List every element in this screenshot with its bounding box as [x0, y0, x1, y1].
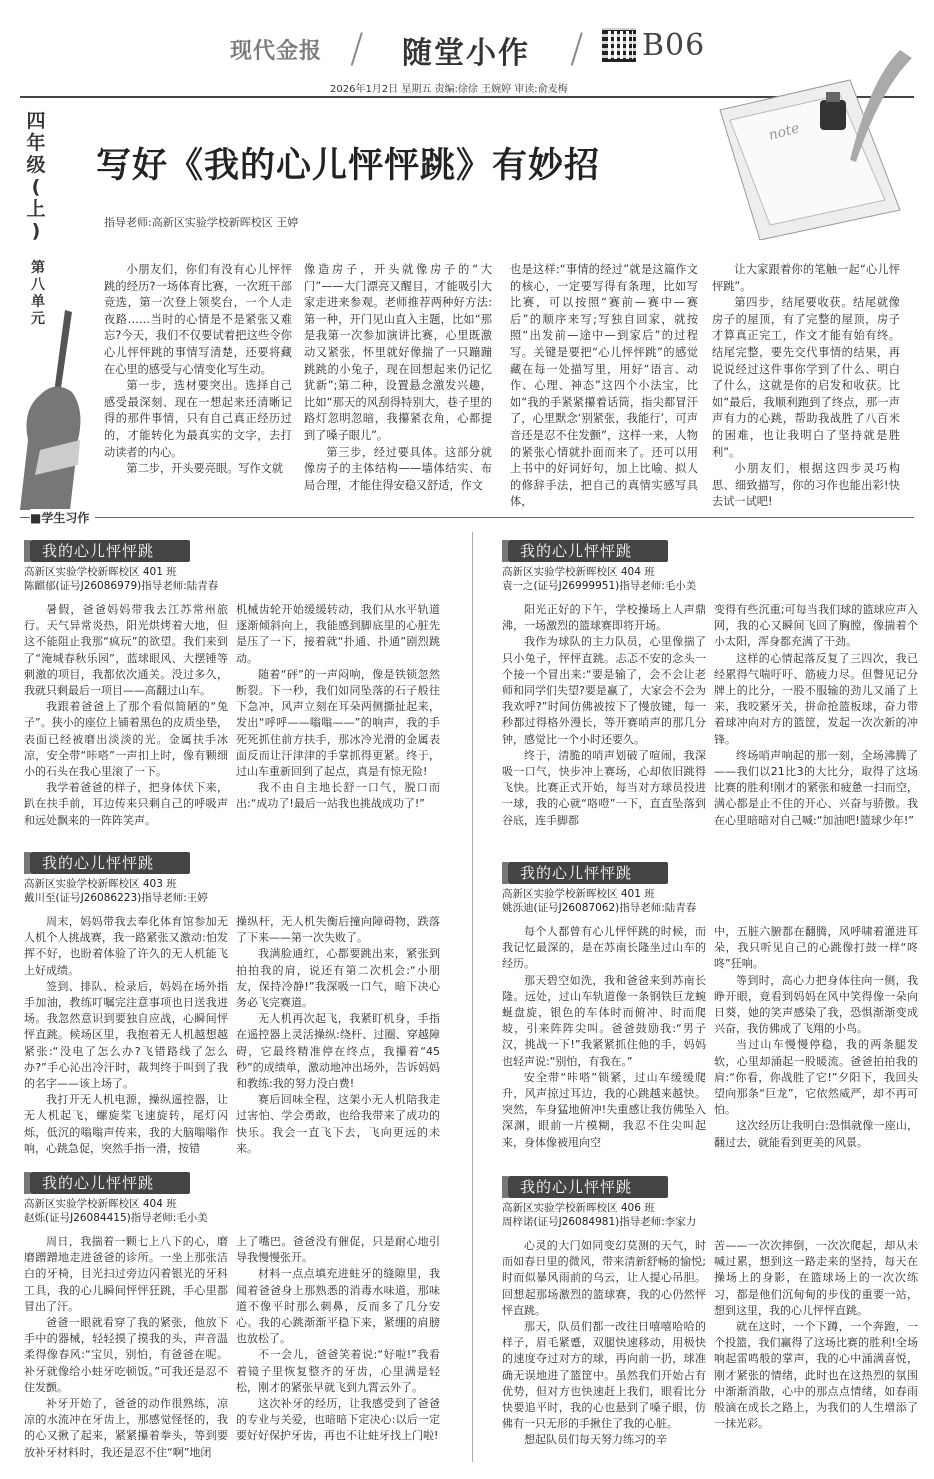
essay-school: 高新区实验学校新晖校区 403 班 [24, 878, 177, 890]
essay-column [236, 602, 440, 813]
paragraph: 那天碧空如洗，我和爸爸来到苏南长隆。远处，过山车轨道像一条钢铁巨龙蜿蜒盘旋，银色的车体时而俯冲、时而爬坡，引来阵阵尖叫。爸爸鼓励我:“男子汉，挑战一下!”我紧紧抓住他的手，妈妈也轻声说:“别怕，有我在。” [502, 973, 706, 1068]
paragraph: 周日，我揣着一颗七上八下的心，磨磨蹭蹭地走进爸爸的诊所。一坐上那张洁白的牙椅，目光扫过旁边闪着银光的牙科工具，我的心儿瞬间怦怦狂跳，手心里都冒出了汗。 [24, 1235, 228, 1313]
paragraph: 操纵杆，无人机失衡后撞向障碍物，跌落了下来——第一次失败了。 [236, 915, 440, 945]
paragraph: 终场哨声响起的那一刻，全场沸腾了——我们以21比3的大比分，取得了这场比赛的胜利!刚才的紧张和疲惫一扫而空，满心都是止不住的开心、兴奋与骄傲。我在心里暗暗对自己喊:“加油吧!篮球少年!” [714, 748, 918, 827]
paragraph: 材料一点点填充进蛀牙的缝隙里，我闻着爸爸身上那熟悉的消毒水味道，那味道不像平时那么刺鼻，反而多了几分安心。我的心跳渐渐平稳下来，紧绷的肩膀也放松了。 [236, 1267, 440, 1346]
essay-column [24, 602, 228, 829]
paragraph: 那天，队员们都一改往日嘻嘻哈哈的样子，眉毛紧蹙，双腿快速移动，用极快的速度夺过对方的球，再向前一扔，球准确无误地进了篮筐中。虽然我们开始占有优势，但对方也快速赶上我们，眼看比分快要追平时，我的心也悬到了嗓子眼，仿佛有一只无形的手揪住了我的心脏。 [502, 1320, 706, 1431]
essay-column [236, 914, 440, 1157]
paragraph: 第一步，选材要突出。选择自己感受最深刻、现在一想起来还清晰记得的那件事情，只有自己真正经历过的，才能转化为最真实的文字，去打动读者的内心。 [104, 379, 292, 459]
essay-title: 我的心儿怦怦跳 [30, 1172, 190, 1194]
section-rule [20, 517, 914, 518]
paragraph: 想起队员们每天努力练习的辛 [524, 1433, 667, 1447]
essay-column [714, 1238, 918, 1432]
page-number: B06 [642, 28, 706, 63]
paragraph: 这样的心情起落反复了三四次，我已经累得气喘吁吁、筋疲力尽。但瞥见记分牌上的比分，一股不服输的劲儿又涌了上来，我咬紧牙关，拼命抢篮板球，奋力带着球冲向对方的篮筐，发起一次次新的冲锋。 [714, 651, 918, 746]
paragraph: 上了嘴巴。爸爸没有催促，只是耐心地引导我慢慢张开。 [236, 1235, 440, 1265]
paragraph: 无人机再次起飞，我紧盯机身，手指在遥控器上灵活操纵:绕杆、过圈、穿越障碍，它最终精准停在终点，我攥着“45秒”的成绩单，激动地冲出场外，告诉妈妈和教练:我的努力没白费! [236, 1012, 440, 1091]
paragraph: 我学着爸爸的样子，把身体伏下来，趴在扶手前，耳边传来只剩自己的呼吸声和远处飘来的一阵阵笑声。 [24, 781, 228, 827]
section-label: ■学生习作 [30, 509, 95, 526]
paragraph: 小朋友们，根据这四步灵巧构思、细致描写，你的习作也能出彩!快去试一试吧! [712, 462, 900, 509]
paragraph: 终于，清脆的哨声划破了喧闹，我深吸一口气，快步冲上赛场，心却依旧跳得飞快。比赛正式开始，每当对方球员投进一球，我的心就“咯噔”一下，直直坠落到谷底，连手脚都 [502, 748, 706, 827]
paragraph: 不一会儿，爸爸笑着说:“好啦!”我看着镜子里恢复整齐的牙齿，心里满是轻松，刚才的紧张早就飞到九霄云外了。 [236, 1348, 440, 1394]
essay-title: 我的心儿怦怦跳 [508, 862, 668, 884]
essay-byline [502, 1201, 696, 1229]
essay-column [714, 602, 918, 829]
paragraph: 阳光正好的下午，学校操场上人声鼎沸，一场激烈的篮球赛即将开场。 [502, 603, 706, 633]
article-column-2 [304, 262, 492, 494]
essay-author: 戴川至(证号J26086223)指导老师:王婷 [24, 892, 208, 904]
essay-title: 我的心儿怦怦跳 [30, 852, 190, 874]
unit-label: 第 八 单 元 [31, 260, 45, 327]
essay-author: 陈麒郁(证号J26086979)指导老师:陆青春 [24, 580, 219, 592]
paragraph: 这次经历让我明白:恐惧就像一座山，翻过去，就能看到更美的风景。 [714, 1119, 918, 1149]
paragraph: 签到、排队、检录后，妈妈在场外指手加油，教练叮嘱完注意事项也日送我进场。我忽然意识到要独自应战，心瞬间怦怦直跳。候场区里，我抱着无人机越想越紧张:“没电了怎么办?飞错路线了怎么办?”手心沁出冷汗时，裁判终于叫到了我的名字——该上场了。 [24, 979, 228, 1091]
paragraph: 第四步，结尾要收获。结尾就像房子的屋顶，有了完整的屋顶，房子才算真正完工，作文才能有始有终。结尾完整，要先交代事情的结果，再说说经过这件事你学到了什么、明白了什么，这就是你的启发和收获。比如“最后，我顺利跑到了终点，那一声声有力的心跳，帮助我战胜了八百米的困难，也让我明白了坚持就是胜利”。 [712, 296, 900, 459]
paragraph: 我不由自主地长舒一口气，脱口而出:“成功了!最后一站我也挑战成功了!” [236, 781, 440, 811]
essay-byline [502, 887, 696, 915]
essay-title: 我的心儿怦怦跳 [508, 1176, 668, 1198]
paragraph: 我满脸通红，心都要跳出来，紧张到拍拍我的肩，说还有第二次机会:“小朋友，保持冷静!”我深吸一口气，暗下决心务必飞完赛道。 [236, 947, 440, 1010]
paragraph: 机械齿轮开始缓缓转动，我们从水平轨道逐渐倾斜向上，我能感到脚底里的心脏先是压了一下，接着就“扑通、扑通”剧烈跳动。 [236, 603, 440, 665]
paragraph: 周末，妈妈带我去奉化体育馆参加无人机个人挑战赛，我一路紧张又激动:怕发挥不好，也盼着体验了许久的无人机能飞上好成绩。 [24, 915, 228, 977]
essay-school: 高新区实验学校新晖校区 406 班 [502, 1202, 655, 1214]
svg-text:note: note [766, 120, 802, 144]
essay-author: 袁一之(证号J26999951)指导老师:毛小美 [502, 580, 697, 592]
paragraph: 也是这样:“事情的经过”就是这篇作文的核心，一定要写得有条理，比如写比赛，可以按照“赛前—赛中—赛后”的顺序来写;写独自回家，就按照“出发前—途中—到家后”的过程写。关键是要把“心儿怦怦跳”的感觉藏在每一处描写里，用好“语言、动作、心理、神态”这四个小法宝，比如“我的手紧紧攥着话筒，指尖都冒汗了，心里默念‘别紧张，我能行’，可声音还是忍不住发颤”，这样一来，人物的紧张心情就扑面而来了。还可以用上书中的好词好句，加上比喻、拟人的修辞手法，把自己的真情实感写具体， [510, 263, 698, 509]
essay-byline [502, 565, 696, 593]
paragraph: 我跟着爸爸上了那个看似简陋的“兔子”。狭小的座位上铺着黑色的皮质坐垫，表面已经被磨出淡淡的光。金属扶手冰凉，安全带“咔嗒”一声扣上时，像有颗细小的石头在我心里滚了一下。 [24, 700, 228, 779]
paragraph: 补牙开始了，爸爸的动作很熟练，凉凉的水流冲在牙齿上，那感觉怪怪的，我的心又揪了起来，紧紧攥着拳头，等到要放补牙材料时，我还是忍不住“啊”地闭 [24, 1397, 228, 1459]
notebook-illustration [700, 40, 920, 240]
article-column-3 [510, 262, 698, 511]
paragraph: 让大家跟着你的笔触一起“心儿怦怦跳”。 [712, 263, 900, 293]
column-divider [472, 532, 473, 1462]
essay-byline [24, 877, 208, 905]
paragraph: 变得有些沉重;可每当我们球的篮球应声入网，我的心又瞬间飞回了胸膛，像揣着个小太阳，浑身都充满了干劲。 [714, 603, 918, 649]
essay-byline [24, 1197, 208, 1225]
essay-school: 高新区实验学校新晖校区 404 班 [502, 566, 655, 578]
paragraph: 随着“砰”的一声闷响，像是铁锁忽然断裂。下一秒，我们如同坠落的石子般往下急冲，风声立刻在耳朵两侧撕扯起来，发出“呼呼——嗡嗡——”的响声，我的手死死抓住前方扶手，那冰冷光滑的金属表面反而让汗津津的手掌抓得更紧。终于，过山车重新回到了起点，真是有惊无险! [236, 667, 440, 779]
paragraph: 小朋友们，你们有没有心儿怦怦跳的经历?一场体育比赛，一次班干部竞选，第一次登上领奖台，一个人走夜路……当时的心情是不是紧张又难忘?今天，我们不仅要试着把这些令你心儿怦怦跳的事情写清楚，还要将藏在心里的感受与心情变化写生动。 [104, 263, 292, 376]
essay-column [502, 1238, 706, 1449]
essay-column [24, 1234, 228, 1461]
essay-column [24, 914, 228, 1157]
essay-author: 姚泺迪(证号J26087062)指导老师:陆青春 [502, 902, 697, 914]
paragraph: 中，五脏六腑都在翻腾，风呼啸着灌进耳朵，我只听见自己的心跳像打鼓一样“咚咚”狂响。 [714, 925, 918, 971]
essay-column [502, 602, 706, 829]
masthead [230, 20, 710, 76]
essay-column [714, 924, 918, 1151]
essay-title: 我的心儿怦怦跳 [30, 540, 190, 562]
grade-label: 四 年 级 ( 上 ) [26, 110, 46, 242]
article-title: 写好《我的心儿怦怦跳》有妙招 [96, 146, 601, 186]
article-teacher: 指导老师:高新区实验学校新晖校区 王婷 [104, 216, 299, 229]
paragraph: 像造房子，开头就像房子的“大门”——大门漂亮又醒目，才能吸引大家走进来参观。老师推荐两种好方法:第一种，开门见山直入主题，比如“那是我第一次参加演讲比赛，心里既激动又紧张，怀里就好像揣了一只蹦蹦跳跳的小兔子，现在回想起来仍记忆犹新”;第二种，设置悬念激发兴趣，比如“那天的风刮得特别大，巷子里的路灯忽明忽暗，我攥紧衣角，心都提到了嗓子眼儿”。 [304, 263, 492, 442]
essay-column [236, 1234, 440, 1445]
essay-column [502, 924, 706, 1151]
newspaper-brand: 现代金报 [230, 39, 323, 64]
paragraph: 心灵的大门如同变幻莫测的天气，时而如春日里的微风，带来清新舒畅的愉悦;时而似暴风雨前的乌云，让人提心吊胆。回想起那场激烈的篮球赛，我的心仍然怦怦直跳。 [502, 1239, 706, 1317]
paragraph: 安全带“咔嗒”锁紧，过山车缓缓爬升，风声掠过耳边，我的心跳越来越快。突然，车身猛地俯冲!失重感让我仿佛坠入深渊，眼前一片模糊，我忍不住尖叫起来，身体像被甩向空 [502, 1070, 706, 1149]
essay-author: 周梓诺(证号J26084981)指导老师:李家力 [502, 1216, 697, 1228]
divider-slash: / [570, 26, 584, 72]
paragraph: 苦——一次次摔倒，一次次爬起，却从未喊过累，想到这一路走来的坚持，每天在操场上的身影，在篮球场上的一次次练习，都是他们沉甸甸的步伐的重要一站，想到这里，我的心儿怦怦直跳。 [714, 1239, 918, 1317]
essay-school: 高新区实验学校新晖校区 401 班 [502, 888, 655, 900]
paragraph: 每个人都曾有心儿怦怦跳的时候，而我记忆最深的，是在苏南长隆坐过山车的经历。 [502, 925, 706, 971]
paragraph: 我作为球队的主力队员，心里像揣了只小兔子，怦怦直跳。忐忑不安的念头一个接一个冒出来:“要是输了，会不会让老师和同学们失望?要是赢了，大家会不会为我欢呼?”时间仿佛被按下了慢放键，每一秒都过得格外漫长，等开赛哨声的那几分钟，感觉比一个小时还要久。 [502, 635, 706, 746]
paragraph: 等到时，高心力把身体往向一侧，我睁开眼，竟看到妈妈在风中笑得像一朵向日葵，她的笑声感染了我，恐惧渐渐变成兴奋，我仿佛成了飞翔的小鸟。 [714, 973, 918, 1036]
essay-byline [24, 565, 218, 593]
divider-slash: / [350, 26, 364, 72]
paragraph: 暑假，爸爸妈妈带我去江苏常州旅行。天气异常炎热，阳光烘烤着大地，但这不能阻止我那“疯玩”的欲望。我们来到了“淹城春秋乐园”，蓝球眼风、大摆锤等刺激的项目，我都依次通关。没过多久，我就只剩最后一项目——高翻过山车。 [24, 603, 228, 698]
essay-school: 高新区实验学校新晖校区 401 班 [24, 566, 177, 578]
hand-with-pen-illustration [10, 300, 110, 510]
article-column-1 [104, 262, 292, 478]
essay-school: 高新区实验学校新晖校区 404 班 [24, 1198, 177, 1210]
column-name: 随堂小作 [402, 36, 530, 71]
article-column-4 [712, 262, 900, 511]
paragraph: 第二步，开头要亮眼。写作文就 [126, 462, 284, 476]
paragraph: 赛后回味全程，这架小无人机陪我走过害怕、学会勇敢，也给我带来了成功的快乐。我会一直飞下去，飞向更远的未来。 [236, 1093, 440, 1155]
dateline: 2026年1月2日 星期五 责编:徐徐 王婉婷 审读:俞麦梅 [330, 84, 568, 95]
paragraph: 这次补牙的经历，让我感受到了爸爸的专业与关爱，也暗暗下定决心:以后一定要好好保护牙齿，再也不让蛀牙找上门啦! [236, 1397, 440, 1443]
essay-title: 我的心儿怦怦跳 [508, 540, 668, 562]
essay-author: 赵烁(证号J26084415)指导老师:毛小美 [24, 1212, 208, 1224]
paragraph: 我打开无人机电源，操纵遥控器，让无人机起飞，螺旋桨飞速旋转，尾灯闪烁，低沉的嗡嗡声传来，我的大脑嗡嗡作响，心跳急促，突然手指一滑，按错 [24, 1093, 228, 1155]
paragraph: 第三步，经过要具体。这部分就像房子的主体结构——墙体结实、布局合理，才能住得安稳又舒适，作文 [304, 445, 492, 492]
paragraph: 爸爸一眼就看穿了我的紧张，他放下手中的器械，轻轻摸了摸我的头，声音温柔得像春风:“宝贝，别怕，有爸爸在呢。补牙就像给小蛀牙吃顿饭。”可我还是忍不住发颤。 [24, 1316, 228, 1394]
paragraph: 当过山车慢慢停稳，我的两条腿发软，心里却涌起一股暖流。爸爸拍拍我的肩:“你看，你战胜了它!”夕阳下，我回头望向那条“巨龙”，它依然威严，却不再可怕。 [714, 1038, 918, 1117]
paragraph: 就在这时，一个下蹲，一个奔跑，一个投篮，我们赢得了这场比赛的胜利!全场响起雷鸣般的掌声，我的心中涌满喜悦，刚才紧张的情绪，此时也在这热烈的氛围中渐渐消散，心中的那点点情绪，如春雨般滴在成长之路上，为我们的人生增添了一抹光彩。 [714, 1320, 918, 1431]
